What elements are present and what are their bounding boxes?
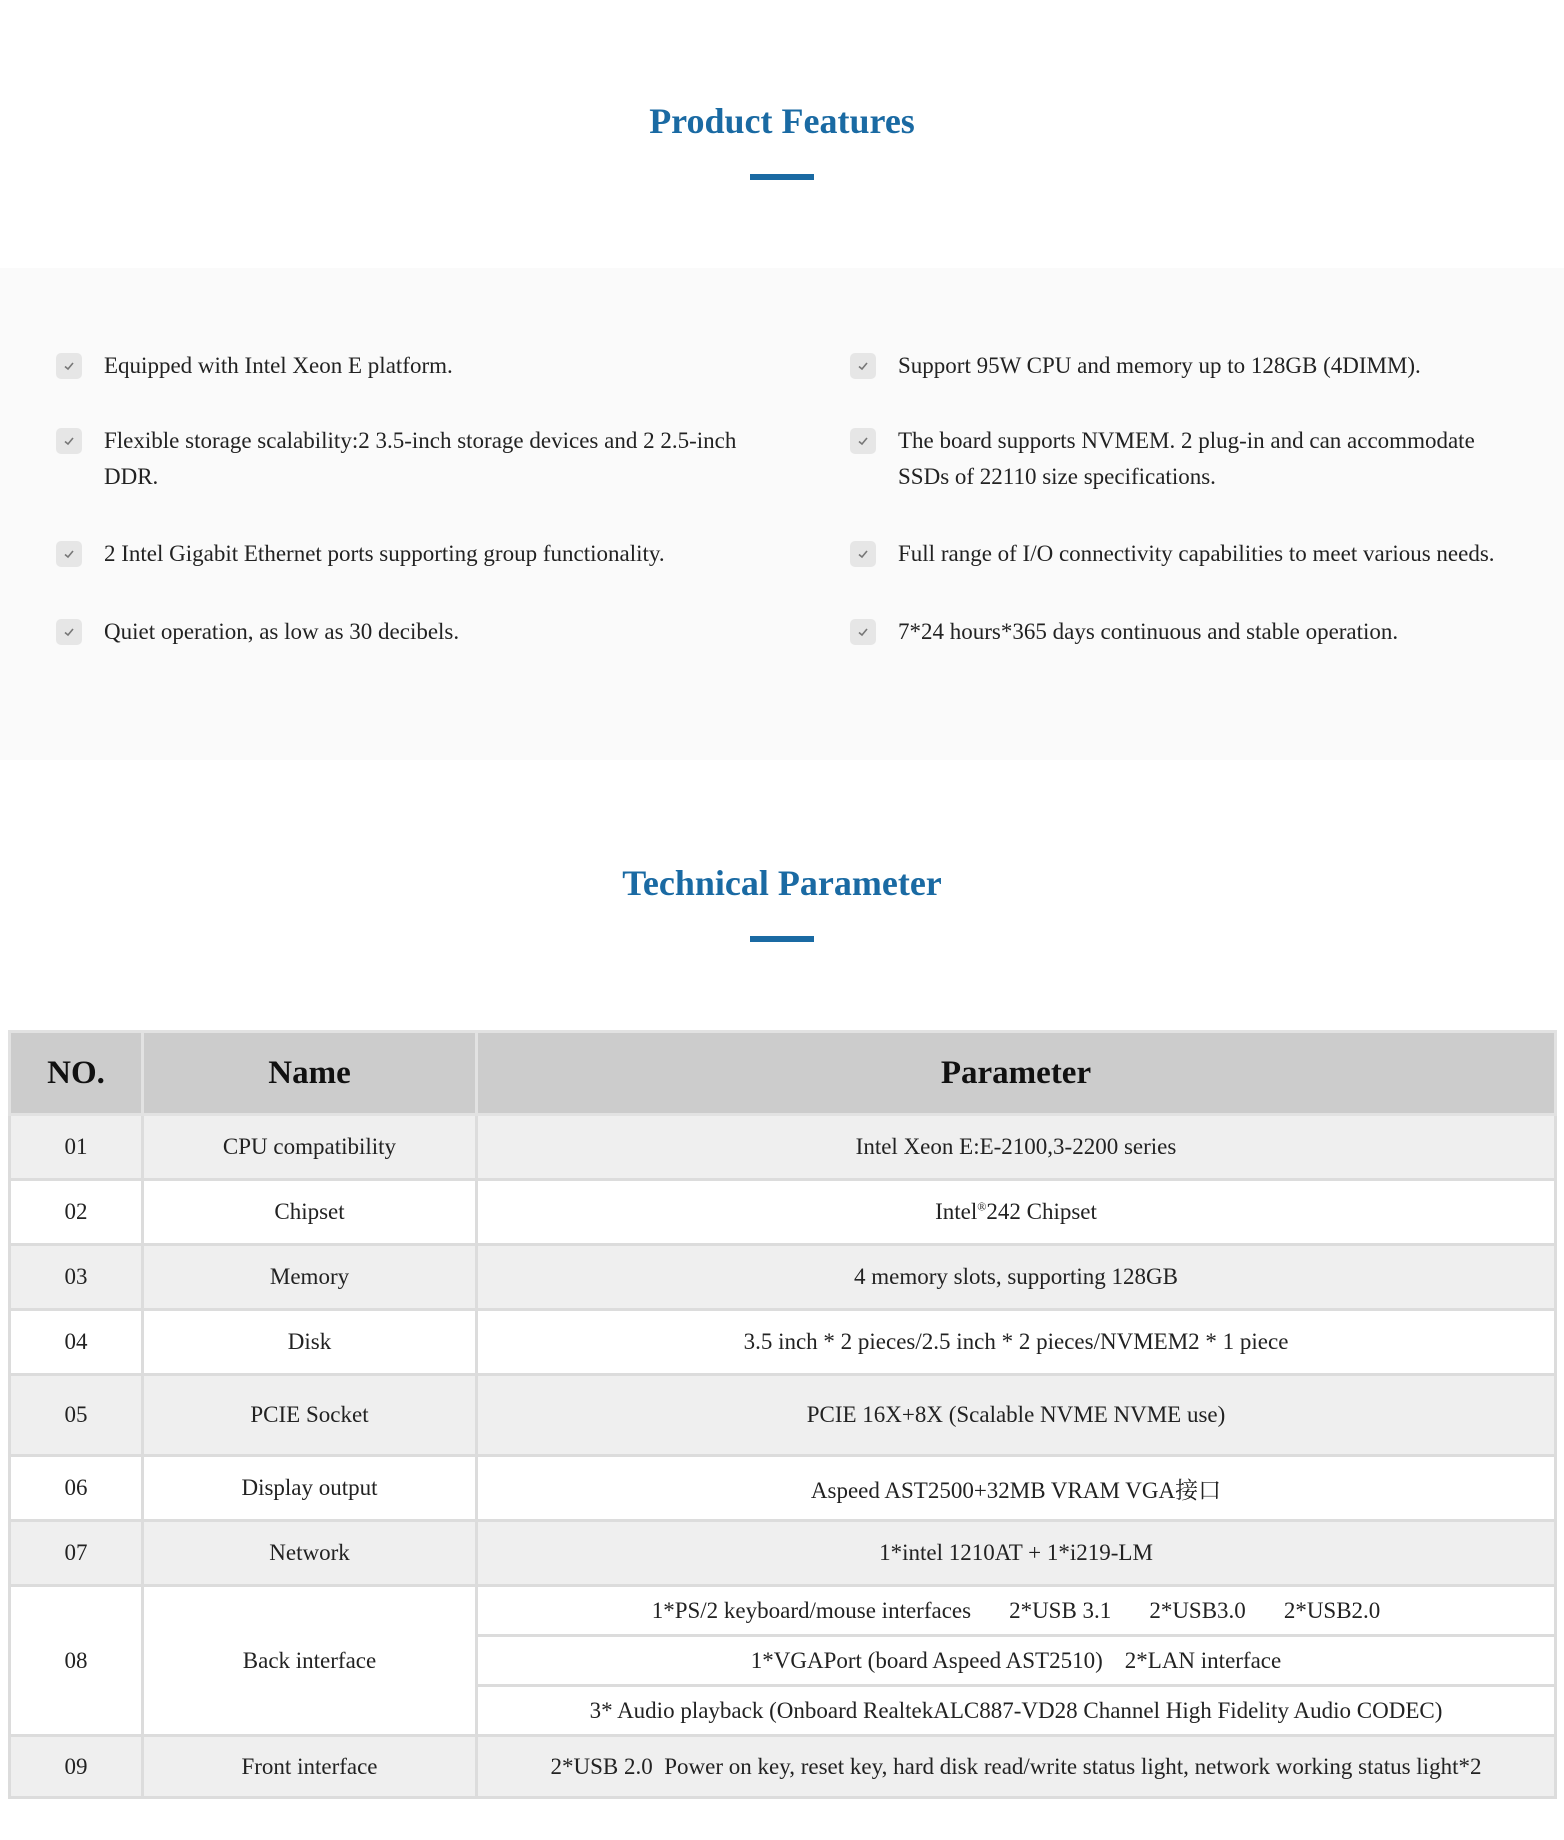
- feature-text: 2 Intel Gigabit Ethernet ports supporting group functionality.: [104, 541, 665, 566]
- technical-header: [0, 862, 1564, 942]
- spec-table: [8, 1030, 1557, 1799]
- check-icon: [56, 428, 82, 454]
- feature-item: [56, 348, 776, 384]
- table-row: [10, 1180, 1556, 1245]
- row-no: 09: [10, 1736, 143, 1798]
- feature-text: Equipped with Intel Xeon E platform.: [104, 353, 453, 378]
- feature-text: Flexible storage scalability:2 3.5-inch storage devices and 2 2.5-inch DDR.: [104, 428, 737, 489]
- row-parameter-line: 3* Audio playback (Onboard RealtekALC887-VD28 Channel High Fidelity Audio CODEC): [477, 1686, 1556, 1736]
- row-parameter: Aspeed AST2500+32MB VRAM VGA接口: [477, 1456, 1556, 1521]
- row-no: 08: [10, 1586, 143, 1736]
- parameter-item: 1*PS/2 keyboard/mouse interfaces: [651, 1597, 972, 1623]
- row-parameter-line: [477, 1586, 1556, 1636]
- title-underline: [750, 936, 814, 942]
- row-no: 06: [10, 1456, 143, 1521]
- features-panel: [0, 268, 1564, 760]
- table-row: [10, 1115, 1556, 1180]
- row-no: 01: [10, 1115, 143, 1180]
- row-parameter: PCIE 16X+8X (Scalable NVME NVME use): [477, 1375, 1556, 1456]
- row-name: Front interface: [143, 1736, 477, 1798]
- row-name: PCIE Socket: [143, 1375, 477, 1456]
- feature-text: Quiet operation, as low as 30 decibels.: [104, 619, 460, 644]
- feature-item: [56, 536, 776, 572]
- feature-item: [850, 348, 1530, 384]
- row-parameter: 1*intel 1210AT + 1*i219-LM: [477, 1521, 1556, 1586]
- row-name: Back interface: [143, 1586, 477, 1736]
- row-name: Disk: [143, 1310, 477, 1375]
- row-name: Network: [143, 1521, 477, 1586]
- parameter-item: 1*VGAPort (board Aspeed AST2510): [750, 1647, 1103, 1673]
- row-parameter: Intel Xeon E:E-2100,3-2200 series: [477, 1115, 1556, 1180]
- features-header: [0, 100, 1564, 180]
- table-row: [10, 1736, 1556, 1798]
- check-icon: [850, 353, 876, 379]
- parameter-item: 2*USB3.0: [1149, 1597, 1246, 1623]
- parameter-item: 2*USB 3.1: [1009, 1597, 1112, 1623]
- row-parameter: [477, 1180, 1556, 1245]
- row-no: 03: [10, 1245, 143, 1310]
- feature-item: [56, 423, 776, 495]
- row-no: 07: [10, 1521, 143, 1586]
- check-icon: [56, 541, 82, 567]
- table-row: [10, 1521, 1556, 1586]
- feature-text: 7*24 hours*365 days continuous and stable operation.: [898, 619, 1399, 644]
- table-header-row: [10, 1032, 1556, 1115]
- row-parameter: 3.5 inch * 2 pieces/2.5 inch * 2 pieces/NVMEM2 * 1 piece: [477, 1310, 1556, 1375]
- feature-item: [56, 614, 776, 650]
- row-parameter-line: [477, 1636, 1556, 1686]
- feature-item: [850, 423, 1530, 495]
- feature-text: The board supports NVMEM. 2 plug-in and can accommodate SSDs of 22110 size specifications.: [898, 428, 1475, 489]
- technical-title: Technical Parameter: [622, 863, 942, 903]
- check-icon: [56, 619, 82, 645]
- check-icon: [850, 619, 876, 645]
- header-name: Name: [143, 1032, 477, 1115]
- feature-item: [850, 536, 1530, 572]
- table-row: [10, 1586, 1556, 1636]
- row-parameter: 4 memory slots, supporting 128GB: [477, 1245, 1556, 1310]
- row-name: Chipset: [143, 1180, 477, 1245]
- parameter-text: Intel: [935, 1199, 978, 1224]
- parameter-item: 2*LAN interface: [1124, 1647, 1282, 1673]
- row-parameter: 2*USB 2.0 Power on key, reset key, hard disk read/write status light, network working status light*2: [477, 1736, 1556, 1798]
- check-icon: [850, 541, 876, 567]
- feature-text: Full range of I/O connectivity capabilities to meet various needs.: [898, 541, 1495, 566]
- registered-mark: ®: [977, 1199, 987, 1214]
- parameter-text: 242 Chipset: [986, 1199, 1097, 1224]
- check-icon: [850, 428, 876, 454]
- row-name: Memory: [143, 1245, 477, 1310]
- feature-item: [850, 614, 1530, 650]
- feature-text: Support 95W CPU and memory up to 128GB (4DIMM).: [898, 353, 1421, 378]
- table-row: [10, 1375, 1556, 1456]
- title-underline: [750, 174, 814, 180]
- check-icon: [56, 353, 82, 379]
- row-name: Display output: [143, 1456, 477, 1521]
- header-no: NO.: [10, 1032, 143, 1115]
- row-no: 05: [10, 1375, 143, 1456]
- table-row: [10, 1245, 1556, 1310]
- table-row: [10, 1310, 1556, 1375]
- table-row: [10, 1456, 1556, 1521]
- row-no: 04: [10, 1310, 143, 1375]
- parameter-item: 2*USB2.0: [1283, 1597, 1381, 1623]
- row-name: CPU compatibility: [143, 1115, 477, 1180]
- features-title: Product Features: [649, 101, 915, 141]
- header-parameter: Parameter: [477, 1032, 1556, 1115]
- row-no: 02: [10, 1180, 143, 1245]
